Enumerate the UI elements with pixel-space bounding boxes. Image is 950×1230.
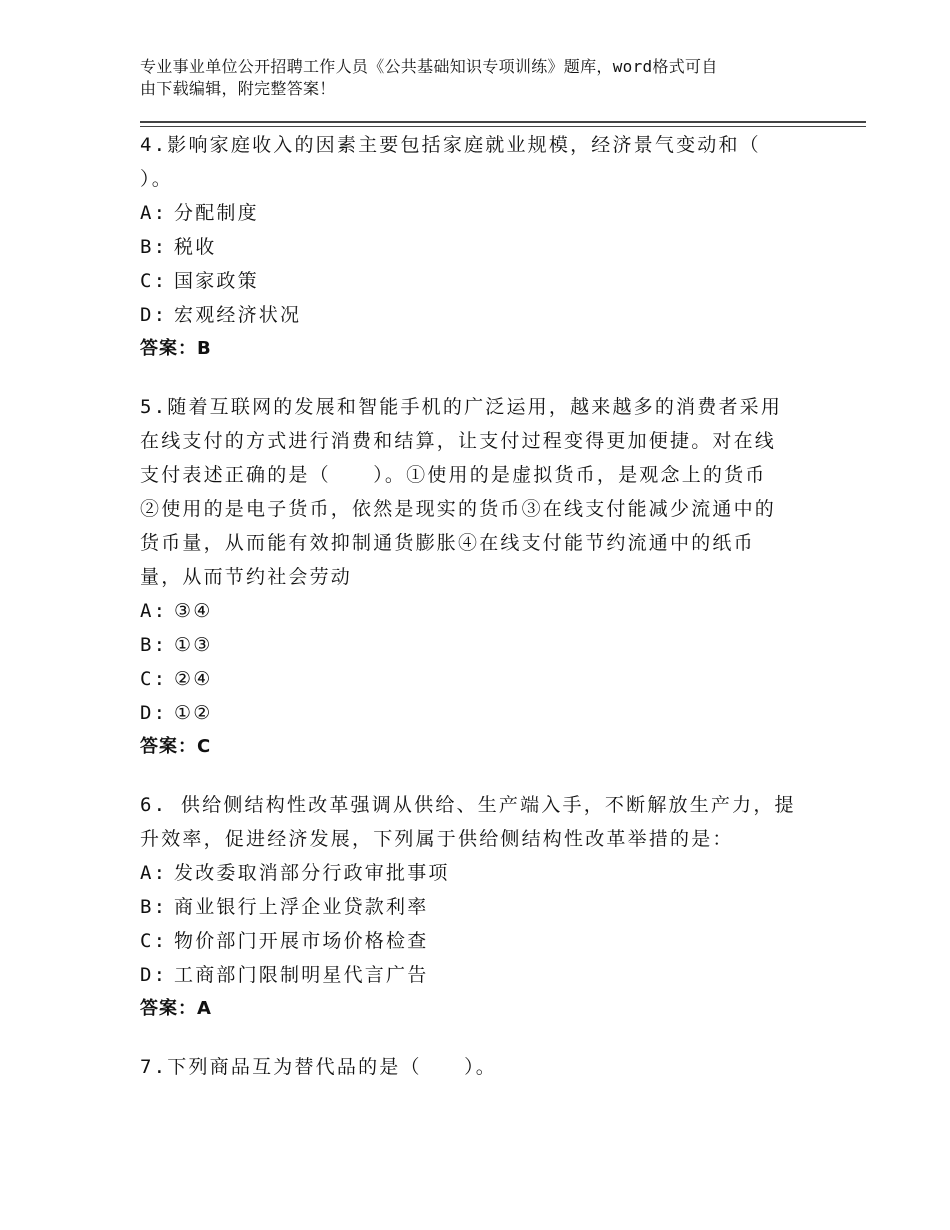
question-list xyxy=(140,128,830,1108)
answer-label: 答案：C xyxy=(140,736,212,757)
question-stem xyxy=(140,128,830,196)
question-4 xyxy=(140,128,830,366)
answer-label: 答案：A xyxy=(140,998,212,1019)
option-key: B: xyxy=(140,634,168,656)
option-b xyxy=(140,628,830,662)
stem-line: 货币量，从而能有效抑制通货膨胀④在线支付能节约流通中的纸币 xyxy=(140,532,755,554)
answer-label: 答案：B xyxy=(140,338,212,359)
stem-line: 5.随着互联网的发展和智能手机的广泛运用，越来越多的消费者采用 xyxy=(140,396,783,418)
option-text: ①② xyxy=(174,702,213,724)
option-b xyxy=(140,890,830,924)
header-divider-thin xyxy=(140,126,866,127)
option-text: 物价部门开展市场价格检查 xyxy=(174,930,429,952)
question-stem xyxy=(140,390,830,594)
option-d xyxy=(140,298,830,332)
header-divider-thick xyxy=(140,121,866,123)
option-text: ①③ xyxy=(174,634,213,656)
option-c xyxy=(140,924,830,958)
stem-line: 4.影响家庭收入的因素主要包括家庭就业规模，经济景气变动和（ xyxy=(140,134,761,156)
option-key: A: xyxy=(140,600,168,622)
option-text: 发改委取消部分行政审批事项 xyxy=(174,862,450,884)
option-text: 宏观经济状况 xyxy=(174,304,302,326)
option-key: C: xyxy=(140,270,168,292)
option-key: D: xyxy=(140,702,168,724)
option-text: 商业银行上浮企业贷款利率 xyxy=(174,896,429,918)
stem-line: 7.下列商品互为替代品的是（ ）。 xyxy=(140,1056,497,1078)
option-text: 税收 xyxy=(174,236,217,258)
option-text: 工商部门限制明星代言广告 xyxy=(174,964,429,986)
stem-line: 升效率，促进经济发展，下列属于供给侧结构性改革举措的是： xyxy=(140,828,734,850)
stem-line: 在线支付的方式进行消费和结算，让支付过程变得更加便捷。对在线 xyxy=(140,430,777,452)
option-key: B: xyxy=(140,896,168,918)
option-key: A: xyxy=(140,202,168,224)
option-text: ③④ xyxy=(174,600,213,622)
option-a xyxy=(140,196,830,230)
stem-line: 支付表述正确的是（ ）。①使用的是虚拟货币，是观念上的货币 xyxy=(140,464,767,486)
option-b xyxy=(140,230,830,264)
document-header xyxy=(140,56,820,100)
option-key: C: xyxy=(140,668,168,690)
stem-line: ）。 xyxy=(140,168,173,190)
header-line: 专业事业单位公开招聘工作人员《公共基础知识专项训练》题库，word格式可自 xyxy=(140,57,718,76)
stem-line: 量，从而节约社会劳动 xyxy=(140,566,353,588)
question-7 xyxy=(140,1050,830,1084)
option-key: D: xyxy=(140,964,168,986)
option-key: D: xyxy=(140,304,168,326)
option-d xyxy=(140,696,830,730)
option-a xyxy=(140,856,830,890)
option-text: 国家政策 xyxy=(174,270,259,292)
stem-line: ②使用的是电子货币，依然是现实的货币③在线支付能减少流通中的 xyxy=(140,498,777,520)
option-key: C: xyxy=(140,930,168,952)
option-a xyxy=(140,594,830,628)
option-text: 分配制度 xyxy=(174,202,259,224)
question-6 xyxy=(140,788,830,1026)
option-d xyxy=(140,958,830,992)
question-stem xyxy=(140,788,830,856)
option-c xyxy=(140,662,830,696)
question-stem xyxy=(140,1050,830,1084)
question-5 xyxy=(140,390,830,764)
option-key: B: xyxy=(140,236,168,258)
option-text: ②④ xyxy=(174,668,213,690)
header-line: 由下载编辑，附完整答案！ xyxy=(140,79,336,98)
option-c xyxy=(140,264,830,298)
stem-line: 6. 供给侧结构性改革强调从供给、生产端入手，不断解放生产力，提 xyxy=(140,794,796,816)
option-key: A: xyxy=(140,862,168,884)
